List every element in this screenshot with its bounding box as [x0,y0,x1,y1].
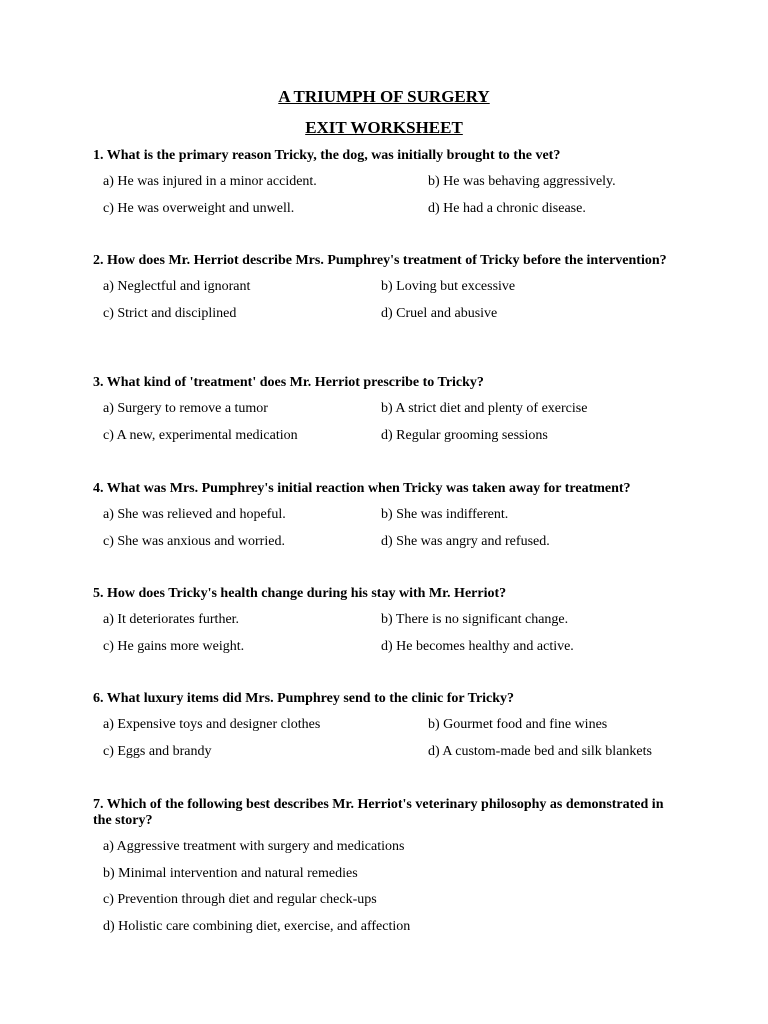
question-text: 7. Which of the following best describes Mr. Herriot's veterinary philosophy as demonstrated in the story? [93,797,664,828]
question-5 [93,586,683,665]
question-1 [93,148,683,227]
answer-option-b: b) A strict diet and plenty of exercise [381,401,588,416]
answer-option-c: c) Eggs and brandy [103,743,212,759]
answer-option-d: d) Regular grooming sessions [381,427,548,443]
question-text: 1. What is the primary reason Tricky, the dog, was initially brought to the vet? [93,148,561,163]
answer-options [93,717,683,770]
answer-options [93,839,683,945]
question-text: 3. What kind of 'treatment' does Mr. Herriot prescribe to Tricky? [93,375,484,390]
answer-option-b: b) She was indifferent. [381,507,509,522]
answer-option-b: b) He was behaving aggressively. [428,174,616,189]
answer-option-c: c) Prevention through diet and regular check-ups [103,892,377,907]
question-3 [93,375,683,454]
answer-option-a: a) He was injured in a minor accident. [103,174,317,189]
answer-options [93,507,683,560]
answer-option-d: d) He becomes healthy and active. [381,638,574,654]
answer-option-a: a) Neglectful and ignorant [103,279,251,294]
answer-option-d: d) A custom-made bed and silk blankets [428,743,652,759]
answer-option-c: c) He gains more weight. [103,638,245,654]
question-text: 5. How does Tricky's health change during his stay with Mr. Herriot? [93,586,507,601]
answer-option-d: d) He had a chronic disease. [428,200,586,216]
answer-option-c: c) A new, experimental medication [103,427,298,443]
answer-options [93,174,683,227]
answer-option-a: a) Expensive toys and designer clothes [103,717,321,732]
answer-option-b: b) Loving but excessive [381,279,516,294]
worksheet-title: A TRIUMPH OF SURGERY [278,87,490,106]
answer-option-a: a) It deteriorates further. [103,612,240,627]
answer-option-c: c) He was overweight and unwell. [103,200,295,216]
question-text: 6. What luxury items did Mrs. Pumphrey send to the clinic for Tricky? [93,691,515,706]
answer-option-b: b) There is no significant change. [381,612,569,627]
answer-option-b: b) Minimal intervention and natural remedies [103,865,358,881]
answer-option-a: a) She was relieved and hopeful. [103,507,286,522]
question-2 [93,253,683,332]
answer-options [93,401,683,454]
answer-option-a: a) Aggressive treatment with surgery and medications [103,839,405,854]
worksheet-subtitle: EXIT WORKSHEET [305,118,463,137]
question-6 [93,691,683,770]
answer-options [93,612,683,665]
answer-option-c: c) Strict and disciplined [103,305,237,321]
question-7 [93,797,683,945]
answer-options [93,279,683,332]
question-text: 2. How does Mr. Herriot describe Mrs. Pumphrey's treatment of Tricky before the intervention? [93,253,667,268]
question-text: 4. What was Mrs. Pumphrey's initial reaction when Tricky was taken away for treatment? [93,481,631,496]
answer-option-b: b) Gourmet food and fine wines [428,717,608,732]
answer-option-c: c) She was anxious and worried. [103,533,285,549]
answer-option-a: a) Surgery to remove a tumor [103,401,268,416]
answer-option-d: d) She was angry and refused. [381,533,550,549]
question-4 [93,481,683,560]
answer-option-d: d) Cruel and abusive [381,305,498,321]
answer-option-d: d) Holistic care combining diet, exercise, and affection [103,918,411,934]
